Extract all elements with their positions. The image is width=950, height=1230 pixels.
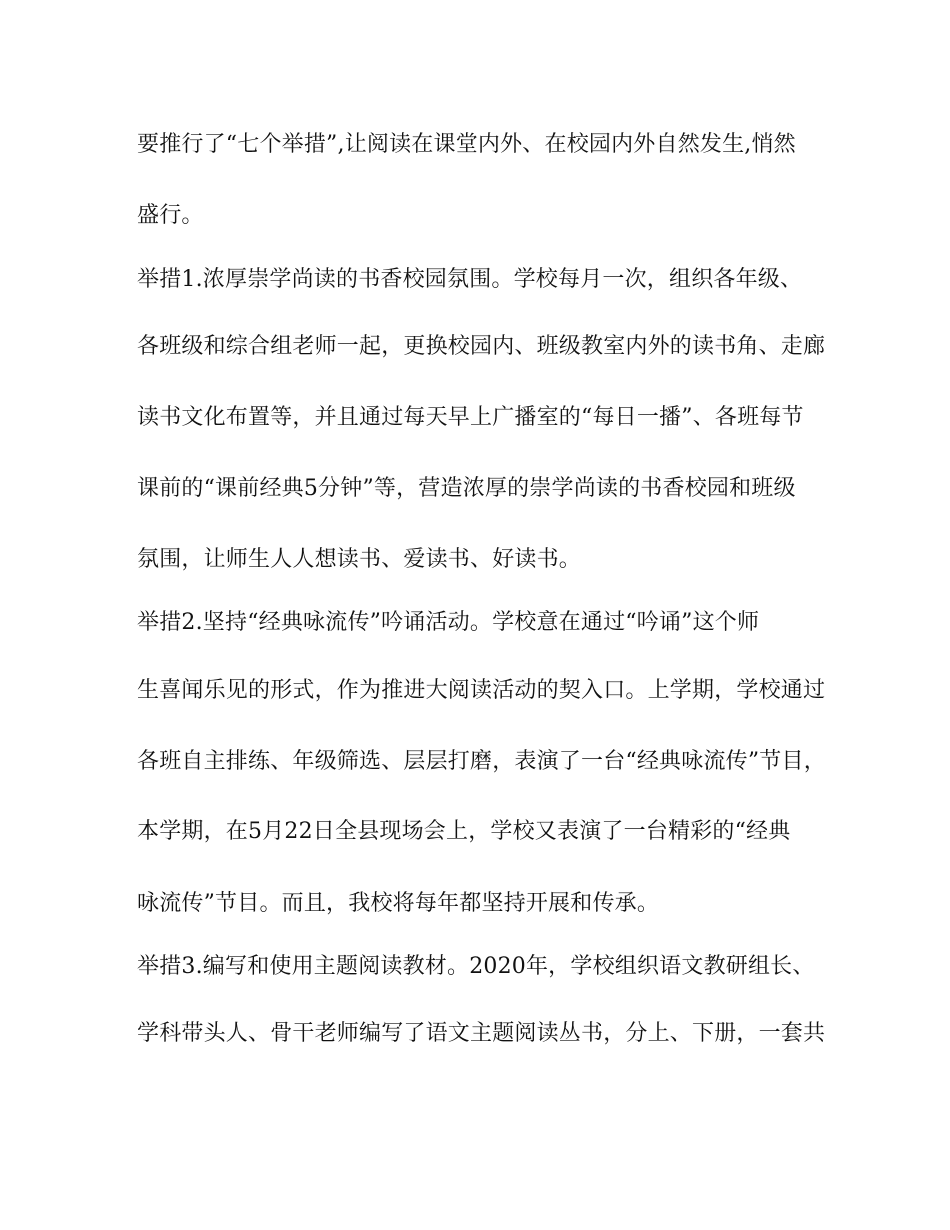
text-line-7: 氛围，让师生人人想读书、爱读书、好读书。 (137, 547, 582, 572)
text-line-12: 咏流传”节目。而且，我校将每年都坚持开展和传承。 (137, 891, 660, 916)
text-line-9: 生喜闻乐见的形式，作为推进大阅读活动的契入口。上学期，学校通过 (137, 678, 826, 703)
text-line-10: 各班自主排练、年级筛选、层层打磨，表演了一台“经典咏流传”节目， (137, 749, 826, 774)
text-line-14: 学科带头人、骨干老师编写了语文主题阅读丛书，分上、下册，一套共 (137, 1021, 826, 1046)
text-line-4: 各班级和综合组老师一起，更换校园内、班级教室内外的读书角、走廊 (137, 334, 826, 359)
text-line-6: 课前的“课前经典5分钟”等，营造浓厚的崇学尚读的书香校园和班级 (137, 476, 796, 501)
text-line-3: 举措1.浓厚崇学尚读的书香校园氛围。学校每月一次，组织各年级、 (137, 267, 803, 292)
text-line-11: 本学期，在5月22日全县现场会上，学校又表演了一台精彩的“经典 (137, 819, 791, 844)
text-line-2: 盛行。 (137, 203, 204, 228)
text-line-1: 要推行了“七个举措”,让阅读在课堂内外、在校园内外自然发生,悄然 (137, 132, 796, 157)
text-line-13: 举措3.编写和使用主题阅读教材。2020年，学校组织语文教研组长、 (137, 954, 815, 979)
text-line-8: 举措2.坚持“经典咏流传”吟诵活动。学校意在通过“吟诵”这个师 (137, 610, 760, 635)
text-line-5: 读书文化布置等，并且通过每天早上广播室的“每日一播”、各班每节 (137, 405, 804, 430)
